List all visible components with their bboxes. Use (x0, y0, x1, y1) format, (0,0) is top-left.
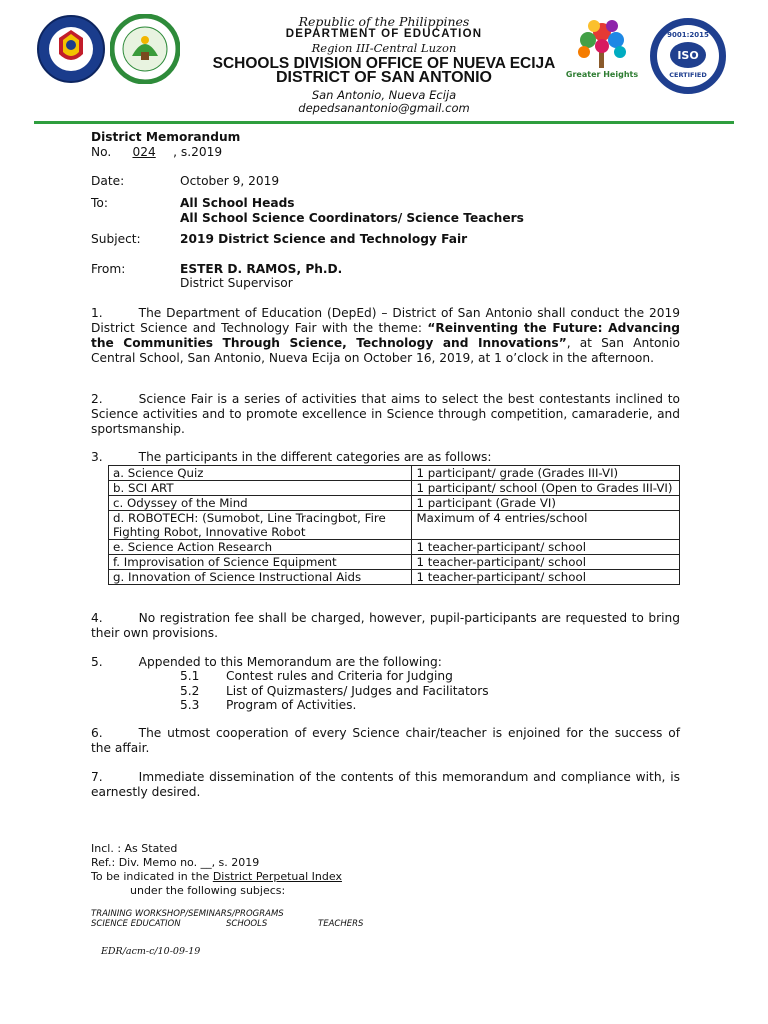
division-line: SCHOOLS DIVISION OFFICE OF NUEVA ECIJA (212, 55, 556, 72)
paragraph-7-number: 7. (91, 770, 103, 784)
paragraph-2-text: Science Fair is a series of activities that aims to select the best contestants inclined to Science activities and to promote excellence in Science through competition, camaraderie, and sportsmanship. (91, 392, 680, 436)
paragraph-2 (91, 392, 680, 437)
paragraph-1-number: 1. (91, 306, 103, 320)
ref-line: Ref.: Div. Memo no. __, s. 2019 (91, 856, 260, 869)
category-detail: 1 teacher-participant/ school (412, 555, 680, 570)
memo-number: 024 (132, 145, 156, 159)
region-line: Region III-Central Luzon (311, 41, 457, 55)
indicated-text: To be indicated in the (91, 870, 213, 883)
paragraph-5 (91, 655, 680, 670)
subject-label: Subject: (91, 232, 141, 246)
department-line: DEPARTMENT OF EDUCATION (285, 28, 483, 40)
category-label: g. Innovation of Science Instructional Aids (109, 570, 412, 585)
header-rule (34, 121, 734, 124)
subject-value: 2019 District Science and Technology Fair (180, 232, 468, 246)
table-row (109, 570, 680, 585)
memo-number-prefix: No. (91, 145, 112, 159)
table-row (109, 466, 680, 481)
appendix-number: 5.3 (180, 698, 200, 712)
appendix-text: Program of Activities. (226, 698, 357, 712)
category-label: c. Odyssey of the Mind (109, 496, 412, 511)
subjects-line: under the following subjecs: (130, 884, 286, 897)
perpetual-index-link[interactable]: District Perpetual Index (212, 870, 342, 883)
paragraph-1-text: The Department of Education (DepEd) – District of San Antonio shall conduct the 2019 District Science and Technology Fair with the theme: (91, 306, 680, 335)
paragraph-1-text-end: , at San Antonio Central School, San Antonio, Nueva Ecija on October 16, 2019, at 1 o’clock in the afternoon. (91, 336, 680, 365)
category-label: f. Improvisation of Science Equipment (109, 555, 412, 570)
email-line[interactable]: depedsanantonio@gmail.com (298, 101, 470, 115)
list-item (180, 669, 489, 684)
paragraph-2-number: 2. (91, 392, 103, 406)
paragraph-3-number: 3. (91, 450, 103, 464)
greater-heights-logo (560, 14, 644, 92)
iso-certified: CERTIFIED (669, 71, 707, 79)
republic-line: Republic of the Philippines (298, 14, 470, 29)
tree-icon (560, 14, 644, 92)
category-detail: 1 participant/ school (Open to Grades III-VI) (412, 481, 680, 496)
memo-title: District Memorandum (91, 130, 241, 144)
appendix-text: Contest rules and Criteria for Judging (226, 669, 453, 683)
paragraph-1-theme: “Reinventing the Future: Advancing the Communities Through Science, Technology and Innovations” (91, 321, 680, 350)
memo-number-line (91, 145, 222, 159)
paragraph-6 (91, 726, 680, 756)
table-row (109, 496, 680, 511)
iso-seal (650, 18, 726, 94)
subject-training: TRAINING WORKSHOP/SEMINARS/PROGRAMS (91, 909, 284, 919)
appendix-list (180, 669, 489, 713)
category-label: e. Science Action Research (109, 540, 412, 555)
category-label: d. ROBOTECH: (Sumobot, Line Tracingbot, Fire Fighting Robot, Innovative Robot (109, 511, 412, 540)
paragraph-4-text: No registration fee shall be charged, however, pupil-participants are requested to bring their own provisions. (91, 611, 680, 640)
to-label: To: (91, 196, 108, 210)
memo-series: , s.2019 (173, 145, 223, 159)
paragraph-7-text: Immediate dissemination of the contents of this memorandum and compliance with, is earnestly desired. (91, 770, 680, 799)
list-item (180, 698, 489, 713)
address-line: San Antonio, Nueva Ecija (311, 88, 457, 102)
paragraph-3 (91, 450, 680, 465)
paragraph-5-text: Appended to this Memorandum are the following: (138, 655, 442, 669)
category-label: b. SCI ART (109, 481, 412, 496)
subject-teachers: TEACHERS (318, 919, 364, 929)
subject-schools: SCHOOLS (226, 919, 268, 929)
subject-science-education: SCIENCE EDUCATION (91, 919, 181, 929)
appendix-text: List of Quizmasters/ Judges and Facilitators (226, 683, 489, 698)
date-value: October 9, 2019 (180, 174, 280, 188)
from-label: From: (91, 262, 126, 276)
paragraph-4 (91, 611, 680, 641)
category-detail: 1 participant/ grade (Grades III-VI) (412, 466, 680, 481)
from-name: ESTER D. RAMOS, Ph.D. (180, 262, 343, 276)
date-label: Date: (91, 174, 125, 188)
district-line: DISTRICT OF SAN ANTONIO (276, 69, 492, 86)
table-row (109, 511, 680, 540)
paragraph-5-number: 5. (91, 655, 103, 669)
iso-standard: 9001:2015 (667, 31, 709, 39)
category-detail: Maximum of 4 entries/school (412, 511, 680, 540)
reference-code: EDR/acm-c/10-09-19 (101, 946, 201, 957)
paragraph-6-text: The utmost cooperation of every Science chair/teacher is enjoined for the success of the affair. (91, 726, 680, 755)
categories-table (108, 465, 680, 585)
paragraph-1 (91, 306, 680, 366)
category-label: a. Science Quiz (109, 466, 412, 481)
incl-line: Incl. : As Stated (91, 842, 178, 855)
table-row (109, 481, 680, 496)
category-detail: 1 teacher-participant/ school (412, 540, 680, 555)
to-line-1: All School Heads (180, 196, 295, 210)
paragraph-4-number: 4. (91, 611, 103, 625)
category-detail: 1 teacher-participant/ school (412, 570, 680, 585)
paragraph-6-number: 6. (91, 726, 103, 740)
indicated-line (91, 870, 342, 883)
from-title: District Supervisor (180, 276, 293, 290)
paragraph-3-text: The participants in the different categories are as follows: (138, 450, 492, 464)
table-row (109, 555, 680, 570)
list-item (180, 684, 489, 699)
greater-heights-text: Greater Heights (565, 70, 639, 79)
paragraph-7 (91, 770, 680, 800)
to-line-2: All School Science Coordinators/ Science Teachers (180, 211, 524, 225)
appendix-number: 5.1 (180, 669, 200, 683)
appendix-number: 5.2 (180, 683, 200, 698)
iso-mark: ISO (677, 48, 699, 62)
category-detail: 1 participant (Grade VI) (412, 496, 680, 511)
table-row (109, 540, 680, 555)
